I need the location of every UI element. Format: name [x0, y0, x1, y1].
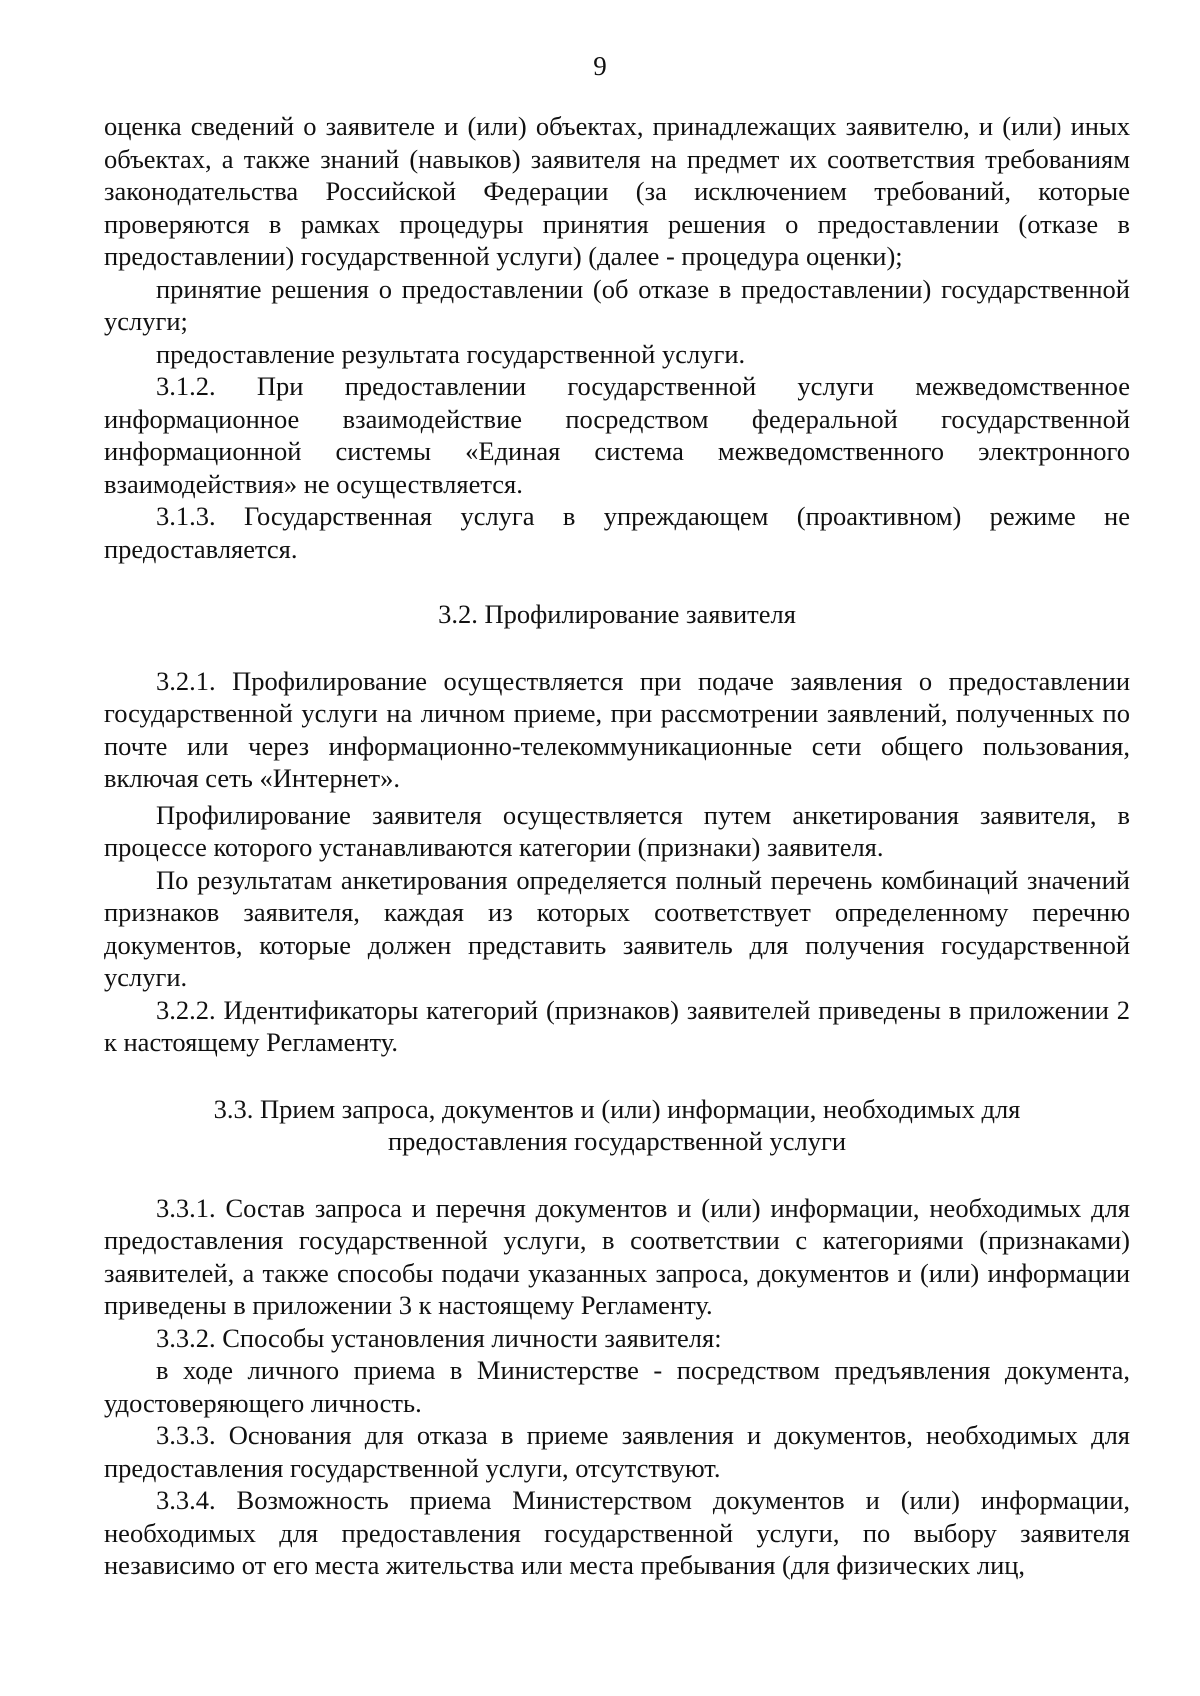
document-body — [104, 110, 1130, 1582]
paragraph-3-1-3: 3.1.3. Государственная услуга в упреждающем (проактивном) режиме не предоставляется. — [104, 501, 1130, 564]
paragraph-result: предоставление результата государственной услуги. — [156, 338, 746, 369]
paragraph-3-3-4: 3.3.4. Возможность приема Министерством документов и (или) информации, необходимых для предоставления государственной услуги, по выбору заявителя независимо от его места жительства или места пребывания (для физических лиц, — [104, 1485, 1130, 1580]
section-heading-3-3-line2: предоставления государственной услуги — [387, 1126, 847, 1156]
section-heading-3-2: 3.2. Профилирование заявителя — [438, 599, 796, 629]
paragraph-decision: принятие решения о предоставлении (об отказе в предоставлении) государственной услуги; — [104, 273, 1130, 336]
paragraph-3-3-1: 3.3.1. Состав запроса и перечня документов и (или) информации, необходимых для предоставления государственной услуги, в соответствии с категориями (признаками) заявителей, а также способы подачи указанных запроса, документов и (или) информации приведены в приложении 3 к настоящему Регламенту. — [104, 1192, 1130, 1320]
section-heading-3-3-line1: 3.3. Прием запроса, документов и (или) информации, необходимых для — [213, 1093, 1021, 1124]
paragraph-3-1-2: 3.1.2. При предоставлении государственной услуги межведомственное информационное взаимодействие посредством федеральной государственной информационной системы «Единая система межведомственного электронного взаимодействия» не осуществляется. — [104, 371, 1130, 499]
paragraph-3-2-2: 3.2.2. Идентификаторы категорий (признаков) заявителей приведены в приложении 2 к настоящему Регламенту. — [104, 994, 1130, 1057]
paragraph-3-3-3: 3.3.3. Основания для отказа в приеме заявления и документов, необходимых для предоставления государственной услуги, отсутствуют. — [104, 1420, 1130, 1483]
paragraph-3-3-2: 3.3.2. Способы установления личности заявителя: — [156, 1322, 722, 1353]
page-number: 9 — [593, 51, 607, 81]
paragraph-profiling-method: Профилирование заявителя осуществляется путем анкетирования заявителя, в процессе которого устанавливаются категории (признаки) заявителя. — [104, 799, 1130, 862]
paragraph-identity-methods: в ходе личного приема в Министерстве - посредством предъявления документа, удостоверяющего личность. — [104, 1355, 1130, 1418]
paragraph-3-2-1: 3.2.1. Профилирование осуществляется при подаче заявления о предоставлении государственной услуги на личном приеме, при рассмотрении заявлений, полученных по почте или через информационно-телекоммуникационные сети общего пользования, включая сеть «Интернет». — [104, 665, 1130, 793]
paragraph-assessment-continued: оценка сведений о заявителе и (или) объектах, принадлежащих заявителю, и (или) иных объектах, а также знаний (навыков) заявителя на предмет их соответствия требованиям законодательства Российской Федерации (за исключением требований, которые проверяются в рамках процедуры принятия решения о предоставлении (отказе в предоставлении) государственной услуги) (далее - процедура оценки); — [104, 111, 1130, 271]
paragraph-profiling-results: По результатам анкетирования определяется полный перечень комбинаций значений признаков заявителя, каждая из которых соответствует определенному перечню документов, которые должен представить заявитель для получения государственной услуги. — [104, 864, 1130, 992]
